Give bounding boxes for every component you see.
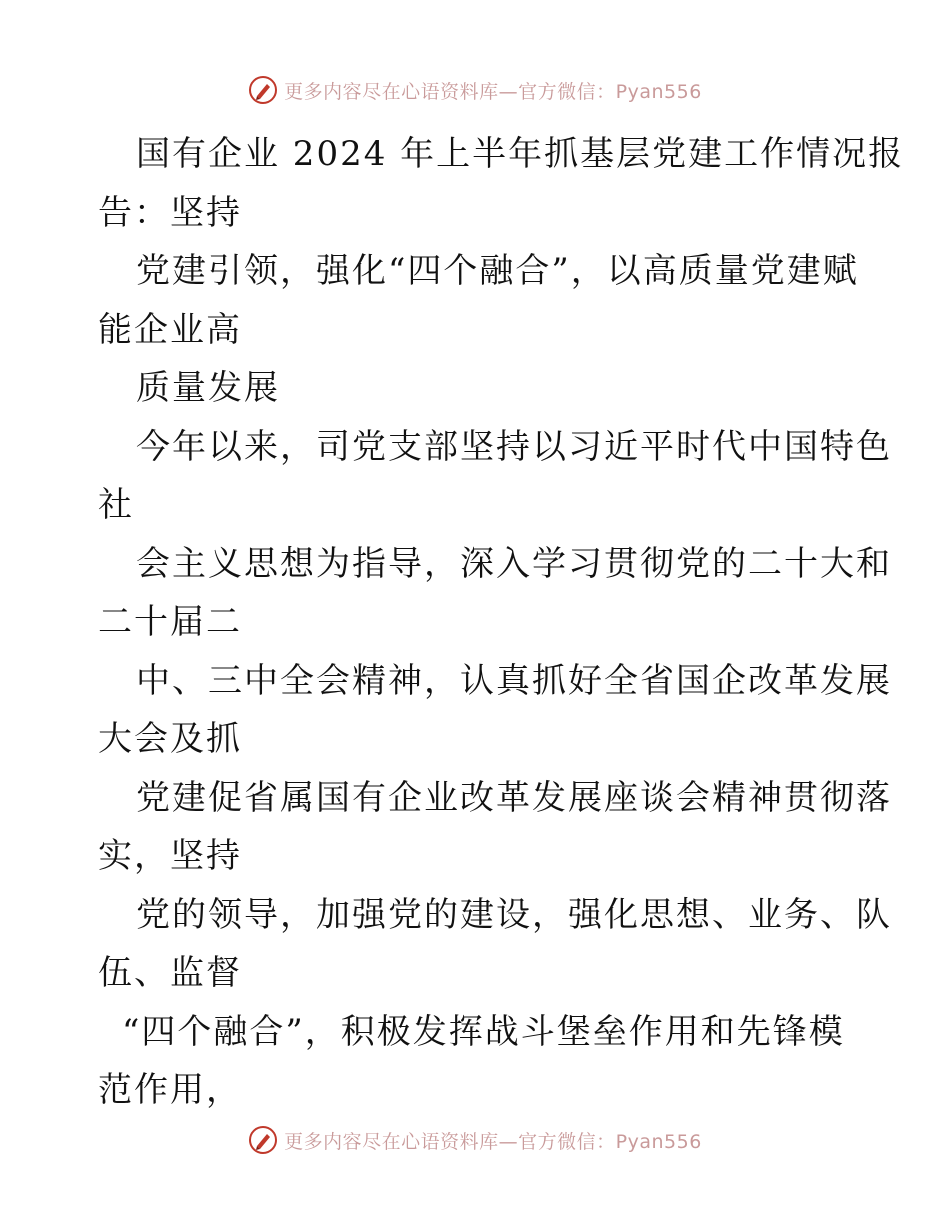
text-line: 告：坚持: [98, 192, 242, 233]
pen-logo-icon: [248, 1125, 278, 1155]
text-line: 质量发展: [136, 368, 280, 408]
text-line: 国有企业 2024 年上半年抓基层党建工作情况报: [136, 134, 905, 174]
text-line: 伍、监督: [98, 953, 242, 993]
text-line: 会主义思想为指导，深入学习贯彻党的二十大和: [136, 543, 892, 584]
text-line: 党建促省属国有企业改革发展座谈会精神贯彻落: [136, 777, 892, 818]
text-line: 实，坚持: [98, 836, 242, 876]
document-body: [98, 125, 905, 1120]
footer-banner: [0, 1120, 950, 1160]
header-banner: [0, 70, 950, 110]
text-line: “四个融合”，积极发挥战斗堡垒作用和先锋模: [122, 1011, 845, 1052]
text-line: 社: [98, 485, 134, 525]
header-banner-text: 更多内容尽在心语资料库—官方微信：Pyan556: [284, 80, 702, 103]
text-line: 二十届二: [98, 602, 242, 642]
text-line: 党建引领，强化“四个融合”，以高质量党建赋: [136, 251, 859, 291]
footer-banner-text: 更多内容尽在心语资料库—官方微信：Pyan556: [284, 1130, 702, 1153]
text-line: 范作用，: [98, 1070, 242, 1110]
text-line: 今年以来，司党支部坚持以习近平时代中国特色: [136, 426, 892, 467]
text-line: 中、三中全会精神，认真抓好全省国企改革发展: [136, 660, 892, 701]
pen-logo-icon: [248, 75, 278, 105]
text-line: 能企业高: [98, 309, 242, 350]
text-line: 大会及抓: [98, 719, 242, 759]
text-line: 党的领导，加强党的建设，强化思想、业务、队: [136, 894, 892, 935]
